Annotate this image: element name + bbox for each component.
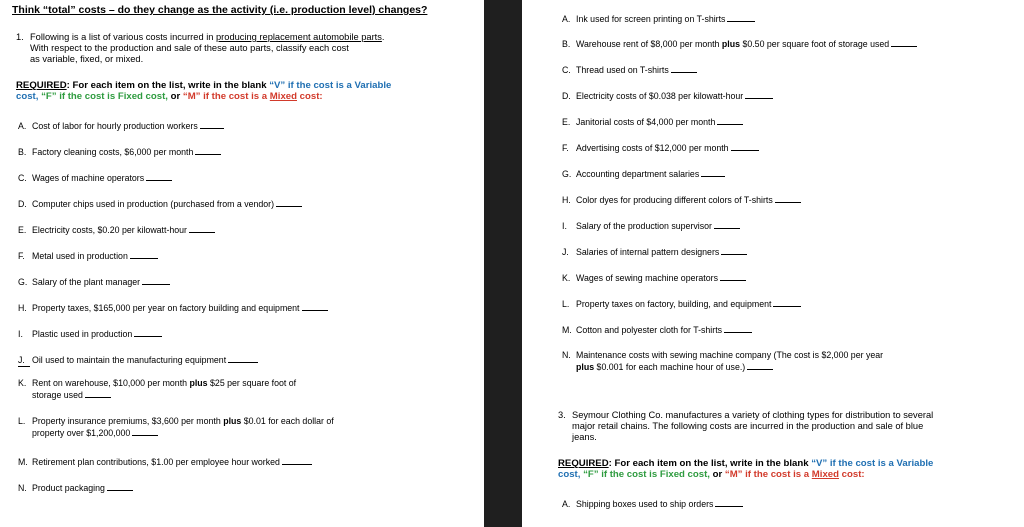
item-text: Salaries of internal pattern designers	[576, 247, 720, 257]
item-letter: B.	[18, 147, 27, 157]
item-text: Cotton and polyester cloth for T-shirts	[576, 325, 723, 335]
question-3-intro	[558, 410, 933, 443]
item-text-3: property over $1,200,000	[32, 427, 131, 438]
item-bold-text: plus	[189, 378, 208, 388]
list-item	[562, 168, 725, 180]
intro-underlined-text: producing replacement automobile parts	[216, 32, 382, 42]
variable-instruction-end: cost,	[16, 91, 39, 102]
item-letter: N.	[562, 350, 571, 360]
required-instructions	[558, 458, 933, 480]
or-text: or	[170, 91, 181, 102]
variable-instruction-end: cost,	[558, 469, 581, 480]
item-letter: A.	[18, 121, 27, 131]
item-letter: D.	[562, 91, 571, 101]
item-letter: J.	[18, 355, 25, 365]
answer-blank[interactable]	[727, 13, 755, 22]
list-item	[562, 272, 746, 284]
answer-blank[interactable]	[132, 427, 158, 436]
item-text: Salary of the production supervisor	[576, 221, 712, 231]
item-letter: I.	[18, 329, 23, 339]
variable-instruction: “V” if the cost is a Variable	[269, 80, 392, 91]
item-text: Rent on warehouse, $10,000 per month	[32, 378, 188, 388]
list-item	[562, 324, 752, 336]
item-text: Factory cleaning costs, $6,000 per month	[32, 147, 194, 157]
list-item	[18, 482, 133, 494]
answer-blank[interactable]	[717, 116, 743, 125]
intro-text: Following is a list of various costs incurred in	[30, 32, 217, 42]
answer-blank[interactable]	[721, 246, 747, 255]
or-text: or	[712, 469, 723, 480]
answer-blank[interactable]	[276, 198, 302, 207]
answer-blank[interactable]	[773, 298, 801, 307]
item-text: Metal used in production	[32, 251, 128, 261]
item-text: Thread used on T-shirts	[576, 65, 669, 75]
fixed-instruction: “F” if the cost is Fixed cost,	[583, 469, 710, 480]
item-text: Product packaging	[32, 483, 105, 493]
item-text: Electricity costs of $0.038 per kilowatt-hour	[576, 91, 744, 101]
intro-line-2: With respect to the production and sale of these auto parts, classify each cost	[30, 43, 349, 53]
q3-line-2: major retail chains. The following costs are incurred in the production and sale of blue	[572, 421, 924, 431]
item-letter: H.	[562, 195, 571, 205]
list-item	[562, 90, 773, 102]
item-text-3: storage used	[32, 389, 83, 400]
list-item	[18, 378, 296, 400]
item-letter: G.	[562, 169, 572, 179]
list-item	[18, 146, 221, 158]
mixed-word: Mixed	[811, 469, 839, 480]
answer-blank[interactable]	[85, 389, 111, 398]
answer-blank[interactable]	[724, 324, 752, 333]
item-letter: F.	[562, 143, 569, 153]
answer-blank[interactable]	[891, 38, 917, 47]
item-text-2: $25 per square foot of	[210, 378, 297, 388]
answer-blank[interactable]	[282, 456, 312, 465]
list-item	[562, 142, 759, 154]
list-item	[562, 350, 883, 372]
list-item	[18, 224, 215, 236]
item-letter: L.	[18, 416, 26, 426]
item-text: Color dyes for producing different colors of T-shirts	[576, 195, 773, 205]
right-page	[522, 0, 1024, 527]
list-item	[562, 13, 755, 25]
answer-blank[interactable]	[747, 361, 773, 370]
list-item	[18, 250, 158, 262]
answer-blank[interactable]	[189, 224, 215, 233]
answer-blank[interactable]	[146, 172, 172, 181]
item-text: Oil used to maintain the manufacturing equipment	[32, 355, 227, 365]
page-title: Think “total” costs – do they change as the activity (i.e. production level) changes?	[12, 4, 428, 16]
required-instructions	[16, 80, 391, 102]
mixed-word: Mixed	[269, 91, 297, 102]
item-text: Plastic used in production	[32, 329, 133, 339]
list-item	[562, 64, 697, 76]
list-item	[562, 498, 743, 510]
item-letter: K.	[18, 378, 27, 388]
item-text: Retirement plan contributions, $1.00 per employee hour worked	[32, 457, 280, 467]
item-text: Wages of sewing machine operators	[576, 273, 718, 283]
fixed-instruction: “F” if the cost is Fixed cost,	[41, 91, 168, 102]
item-bold-text: plus	[576, 361, 595, 372]
list-item	[562, 116, 743, 128]
mixed-instruction-end: cost:	[297, 91, 323, 102]
list-item	[18, 120, 224, 132]
item-text: Maintenance costs with sewing machine company (The cost is $2,000 per year	[576, 350, 884, 360]
answer-blank[interactable]	[107, 482, 133, 491]
list-item	[562, 246, 747, 258]
answer-blank[interactable]	[200, 120, 224, 129]
item-text: Warehouse rent of $8,000 per month	[576, 39, 720, 49]
item-text: Shipping boxes used to ship orders	[576, 499, 714, 509]
item-text: Janitorial costs of $4,000 per month	[576, 117, 716, 127]
list-item	[562, 220, 740, 232]
item-text: Property insurance premiums, $3,600 per month	[32, 416, 221, 426]
intro-period: .	[381, 32, 385, 42]
item-letter: K.	[562, 273, 571, 283]
item-letter: G.	[18, 277, 28, 287]
answer-blank[interactable]	[228, 354, 258, 363]
item-letter: B.	[562, 39, 571, 49]
item-letter: E.	[18, 225, 27, 235]
mixed-instruction: “M” if the cost is a	[182, 91, 270, 102]
page-gutter	[484, 0, 522, 527]
item-text-2: $0.01 for each dollar of	[243, 416, 334, 426]
list-item	[18, 456, 312, 468]
answer-blank[interactable]	[731, 142, 759, 151]
item-text: Salary of the plant manager	[32, 277, 141, 287]
list-item	[562, 194, 801, 206]
item-letter: M.	[18, 457, 28, 467]
item-text-2: $0.001 for each machine hour of use.)	[596, 361, 746, 372]
item-text: Computer chips used in production (purchased from a vendor)	[32, 199, 275, 209]
list-item	[18, 328, 162, 340]
item-letter: F.	[18, 251, 25, 261]
list-item	[18, 354, 258, 366]
question-1-intro	[16, 32, 385, 65]
item-text: Electricity costs, $0.20 per kilowatt-hour	[32, 225, 187, 235]
required-label: REQUIRED	[558, 458, 609, 469]
q3-line-3: jeans.	[572, 432, 597, 442]
item-letter: A.	[562, 14, 571, 24]
mixed-instruction-end: cost:	[839, 469, 865, 480]
question-number: 1.	[16, 32, 24, 42]
item-text: Cost of labor for hourly production workers	[32, 121, 198, 131]
answer-blank[interactable]	[134, 328, 162, 337]
answer-blank[interactable]	[142, 276, 170, 285]
answer-blank[interactable]	[701, 168, 725, 177]
answer-blank[interactable]	[302, 302, 328, 311]
answer-blank[interactable]	[130, 250, 158, 259]
item-letter: C.	[18, 173, 27, 183]
item-text: Wages of machine operators	[32, 173, 145, 183]
item-text: Property taxes, $165,000 per year on factory building and equipment	[32, 303, 300, 313]
item-letter: M.	[562, 325, 572, 335]
list-item	[18, 172, 172, 184]
item-text: Advertising costs of $12,000 per month	[576, 143, 729, 153]
answer-blank[interactable]	[671, 64, 697, 73]
item-letter: H.	[18, 303, 27, 313]
item-letter: L.	[562, 299, 570, 309]
item-letter: J.	[562, 247, 569, 257]
item-text-2: $0.50 per square foot of storage used	[742, 39, 890, 49]
item-bold-text: plus	[721, 39, 740, 49]
answer-blank[interactable]	[745, 90, 773, 99]
required-text: : For each item on the list, write in the blank	[608, 458, 812, 469]
list-item	[562, 298, 801, 310]
q3-line-1: Seymour Clothing Co. manufactures a variety of clothing types for distribution to several	[572, 410, 934, 420]
item-bold-text: plus	[223, 416, 242, 426]
question-number: 3.	[558, 410, 566, 420]
left-page	[0, 0, 484, 527]
item-letter: D.	[18, 199, 27, 209]
list-item	[18, 198, 302, 210]
variable-instruction: “V” if the cost is a Variable	[811, 458, 934, 469]
item-letter: A.	[562, 499, 571, 509]
required-text: : For each item on the list, write in the blank	[66, 80, 270, 91]
intro-line-3: as variable, fixed, or mixed.	[30, 54, 144, 64]
list-item	[18, 416, 334, 438]
answer-blank[interactable]	[720, 272, 746, 281]
divider	[18, 366, 30, 367]
item-text: Ink used for screen printing on T-shirts	[576, 14, 726, 24]
item-letter: N.	[18, 483, 27, 493]
item-letter: I.	[562, 221, 567, 231]
answer-blank[interactable]	[714, 220, 740, 229]
required-label: REQUIRED	[16, 80, 67, 91]
mixed-instruction: “M” if the cost is a	[724, 469, 812, 480]
list-item	[18, 276, 170, 288]
item-text: Property taxes on factory, building, and equipment	[576, 299, 772, 309]
list-item	[562, 38, 917, 50]
answer-blank[interactable]	[715, 498, 743, 507]
item-letter: E.	[562, 117, 571, 127]
list-item	[18, 302, 328, 314]
item-text: Accounting department salaries	[576, 169, 700, 179]
answer-blank[interactable]	[775, 194, 801, 203]
answer-blank[interactable]	[195, 146, 221, 155]
item-letter: C.	[562, 65, 571, 75]
